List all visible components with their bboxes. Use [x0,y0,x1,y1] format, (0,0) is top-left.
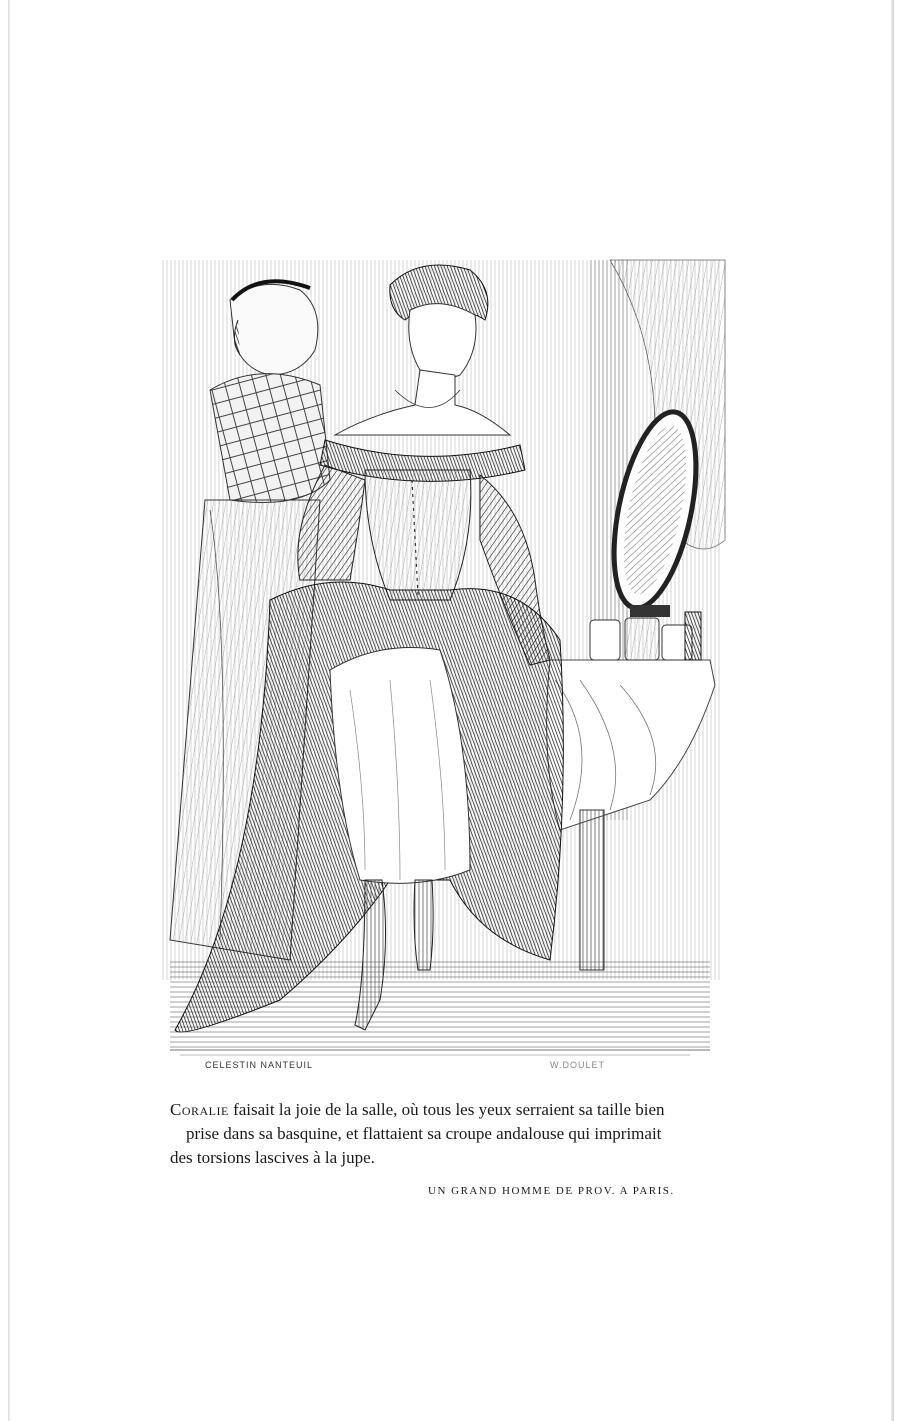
caption-line-2: prise dans sa basquine, et flattaient sa croupe andalouse qui imprimait [186,1124,662,1143]
page-edge-right [891,0,894,1421]
artist-signature: CELESTIN NANTEUIL [205,1060,314,1070]
book-reference: UN GRAND HOMME DE PROV. A PARIS. [428,1185,675,1197]
caption-line-1-text: faisait la joie de la salle, où tous les yeux serraient sa taille bien [228,1100,665,1119]
caption-line-1 [170,1098,710,1122]
page-edge-left [8,0,10,1421]
caption-line-3: des torsions lascives à la jupe. [170,1148,375,1167]
engraving-illustration [150,240,730,1070]
illustration-caption [170,1098,710,1170]
caption-lead-word: Coralie [170,1100,229,1119]
engraver-signature: W.DOULET [550,1060,606,1070]
